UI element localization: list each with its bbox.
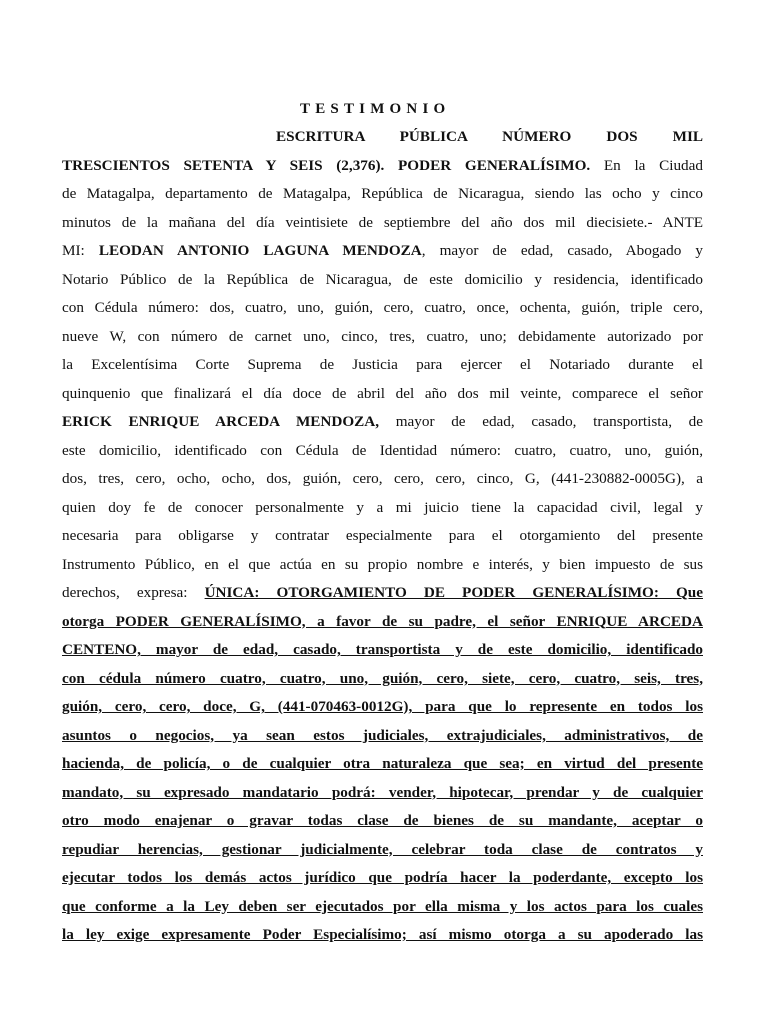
- line-segment: TRESCIENTOS SETENTA Y SEIS (2,376). PODER GENERALÍSIMO.: [62, 156, 591, 174]
- line-segment: otorga PODER GENERALÍSIMO, a favor de su padre, el señor ENRIQUE ARCEDA: [62, 612, 703, 630]
- document-line: [62, 695, 703, 719]
- document-title: TESTIMONIO: [300, 101, 451, 117]
- line-segment: dos, tres, cero, ocho, ocho, dos, guión, cero, cero, cero, cinco, G, (441-230882-0005G), a: [62, 470, 703, 487]
- line-segment: con Cédula número: dos, cuatro, uno, guión, cero, cuatro, once, ochenta, guión, triple cero,: [62, 299, 703, 316]
- line-segment: CENTENO, mayor de edad, casado, transportista y de este domicilio, identificado: [62, 641, 703, 658]
- line-segment: En la Ciudad: [590, 156, 703, 174]
- document-line: [62, 467, 703, 491]
- line-segment: Notario Público de la República de Nicaragua, de este domicilio y residencia, identificado: [62, 270, 703, 288]
- line-segment: repudiar herencias, gestionar judicialmente, celebrar toda clase de contratos y: [62, 840, 703, 858]
- line-segment: ejecutar todos los demás actos jurídico que podría hacer la poderdante, excepto los: [62, 869, 703, 886]
- line-segment: este domicilio, identificado con Cédula de Identidad número: cuatro, cuatro, uno, guión,: [62, 441, 703, 459]
- document-line: [62, 325, 703, 349]
- document-line: [62, 553, 703, 577]
- document-line: [62, 752, 703, 776]
- document-line: [62, 866, 703, 890]
- document-line: [62, 809, 703, 833]
- document-line: [62, 524, 703, 548]
- document-line: [62, 724, 703, 748]
- line-segment: quinquenio que finalizará el día doce de abril del año dos mil veinte, comparece el señor: [62, 384, 703, 402]
- document-line: [62, 581, 703, 605]
- line-segment: ERICK ENRIQUE ARCEDA MENDOZA,: [62, 413, 380, 430]
- line-segment: asuntos o negocios, ya sean estos judiciales, extrajudiciales, administrativos, de: [62, 726, 703, 744]
- line-segment: la ley exige expresamente Poder Especialísimo; así mismo otorga a su apoderado las: [62, 926, 703, 943]
- line-segment: MI:: [62, 242, 99, 259]
- document-line: [62, 382, 703, 406]
- line-segment: hacienda, de policía, o de cualquier otra naturaleza que sea; en virtud del presente: [62, 755, 703, 772]
- document-line: [62, 353, 703, 377]
- document-line: [62, 610, 703, 634]
- line-segment: ESCRITURA PÚBLICA NÚMERO DOS MIL: [276, 128, 703, 145]
- line-segment: de Matagalpa, departamento de Matagalpa, República de Nicaragua, siendo las ocho y cinco: [62, 185, 703, 202]
- document-line: [62, 268, 703, 292]
- document-line: [62, 895, 703, 919]
- line-segment: guión, cero, cero, doce, G, (441-070463-0012G), para que lo represente en todos los: [62, 698, 703, 715]
- document-line: [62, 439, 703, 463]
- line-segment: , mayor de edad, casado, Abogado y: [421, 242, 704, 259]
- document-line: [62, 838, 703, 862]
- line-segment: Instrumento Público, en el que actúa en su propio nombre e interés, y bien impuesto de sus: [62, 555, 703, 573]
- document-line: [62, 667, 703, 691]
- line-segment: mandato, su expresado mandatario podrá: vender, hipotecar, prendar y de cualquier: [62, 783, 703, 801]
- document-line: [62, 410, 703, 434]
- line-segment: otro modo enajenar o gravar todas clase de bienes de su mandante, aceptar o: [62, 812, 703, 829]
- document-line: [62, 781, 703, 805]
- line-segment: mayor de edad, casado, transportista, de: [379, 413, 703, 430]
- line-segment: derechos, expresa:: [62, 584, 205, 601]
- document-line: [62, 496, 703, 520]
- document-line: [62, 211, 703, 235]
- document-line: [62, 182, 703, 206]
- document-line: [62, 239, 703, 263]
- line-segment: LEODAN ANTONIO LAGUNA MENDOZA: [98, 242, 422, 259]
- line-segment: quien doy fe de conocer personalmente y a mi juicio tiene la capacidad civil, legal y: [62, 498, 703, 516]
- document-line: [62, 154, 703, 178]
- line-segment: con cédula número cuatro, cuatro, uno, guión, cero, siete, cero, cuatro, seis, tres,: [62, 669, 703, 687]
- line-segment: ÚNICA: OTORGAMIENTO DE PODER GENERALÍSIMO: Que: [204, 584, 703, 601]
- document-line: [276, 125, 703, 149]
- line-segment: necesaria para obligarse y contratar especialmente para el otorgamiento del presente: [62, 527, 703, 544]
- line-segment: la Excelentísima Corte Suprema de Justicia para ejercer el Notariado durante el: [62, 356, 703, 373]
- line-segment: que conforme a la Ley deben ser ejecutados por ella misma y los actos para los cuales: [62, 897, 703, 915]
- document-line: [62, 923, 703, 947]
- document-line: [62, 638, 703, 662]
- line-segment: nueve W, con número de carnet uno, cinco, tres, cuatro, uno; debidamente autorizado por: [62, 327, 703, 345]
- document-line: [62, 296, 703, 320]
- line-segment: minutos de la mañana del día veintisiete de septiembre del año dos mil diecisiete.- ANTE: [62, 213, 703, 231]
